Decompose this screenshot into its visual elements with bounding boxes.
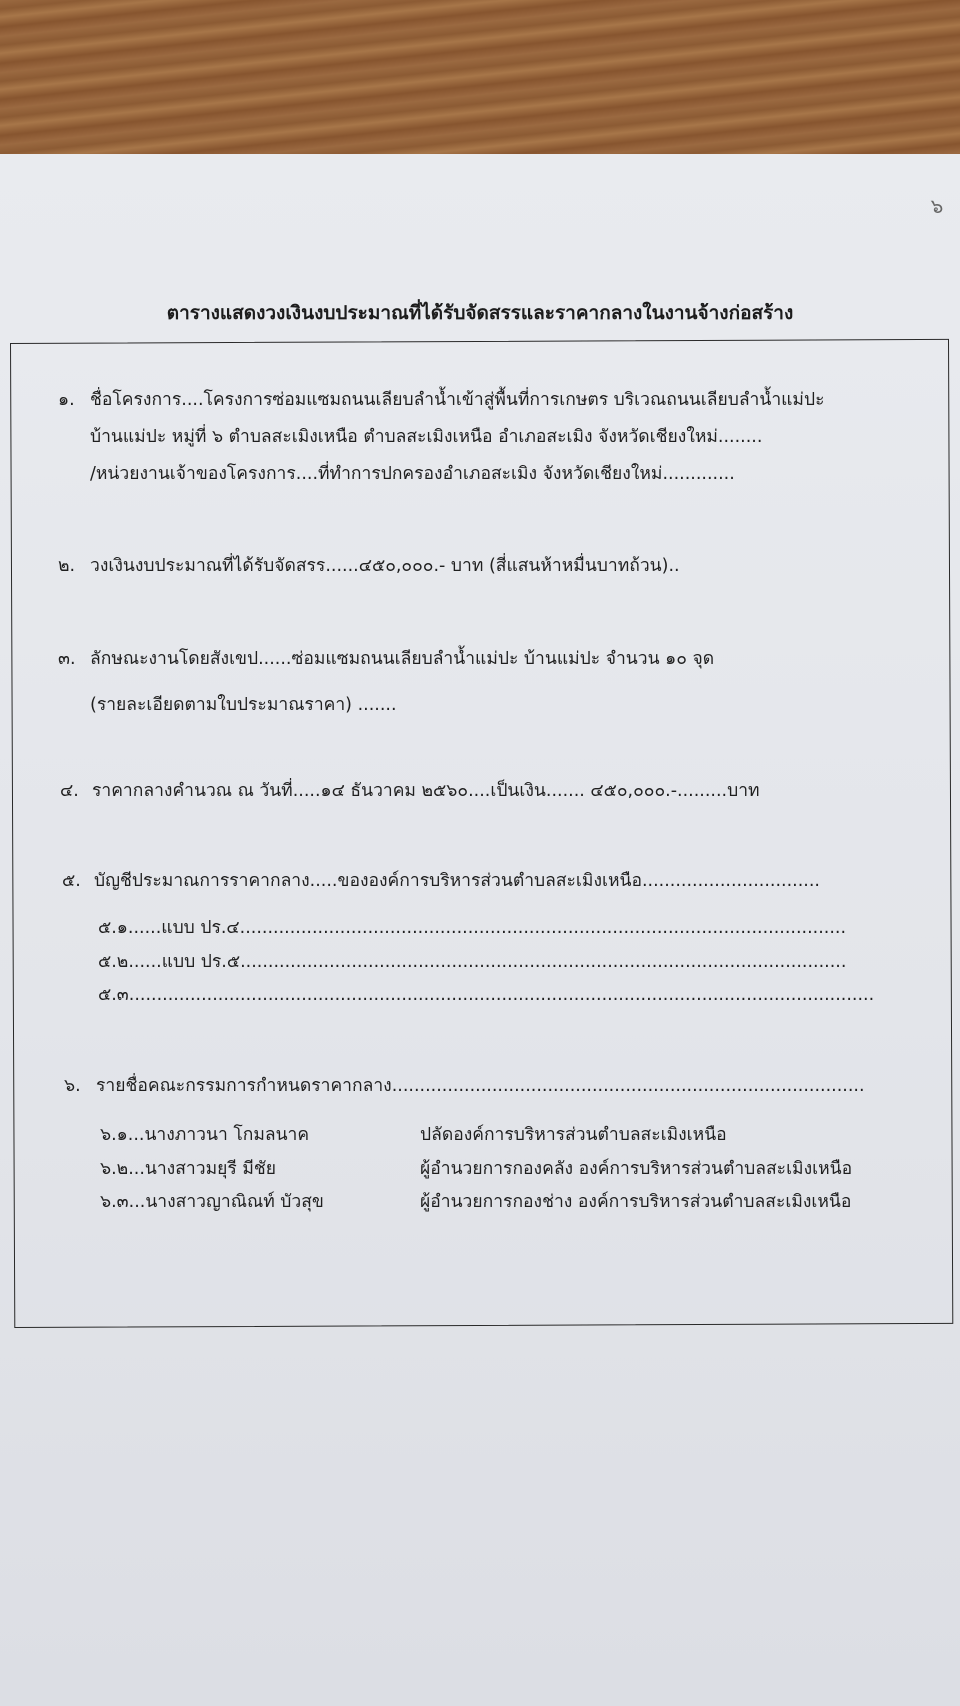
item-3-number: ๓. [58,649,76,669]
item-1-line-2: บ้านแม่ปะ หมู่ที่ ๖ ตำบลสะเมิงเหนือ ตำบลสะเมิงเหนือ อำเภอสะเมิง จังหวัดเชียงใหม่........ [90,427,763,447]
item-5-line-1 [62,870,820,892]
item-5-number: ๕. [62,871,81,891]
item-5-sub-1: ๕.๑......แบบ ปร.๔............................................................................................................. [98,918,847,938]
page-title: ตารางแสดงวงเงินงบประมาณที่ได้รับจัดสรรและราคากลางในงานจ้างก่อสร้าง [166,302,794,324]
item-5-sub-3 [98,984,874,1006]
committee-member-position: ผู้อำนวยการกองคลัง องค์การบริหารส่วนตำบลสะเมิงเหนือ [420,1159,853,1179]
item-3-line-1 [58,648,714,670]
item-5-sub-3-tail: . [868,985,875,1005]
item-4-line-1 [60,780,760,802]
item-3-description: ลักษณะงานโดยสังเขป......ซ่อมแซมถนนเลียบลำน้ำแม่ปะ บ้านแม่ปะ จำนวน ๑๐ จุด [90,649,715,669]
item-3-line-2: (รายละเอียดตามใบประมาณราคา) ....... [90,695,397,715]
committee-member-name: ๖.๒...นางสาวมยุรี มีชัย [100,1159,276,1179]
wooden-table-background [0,0,960,158]
item-5-sub-2: ๕.๒......แบบ ปร.๕............................................................................................................. [98,952,847,972]
item-2-budget: วงเงินงบประมาณที่ได้รับจัดสรร......๔๕๐,๐๐๐.- บาท (สี่แสนห้าหมื่นบาทถ้วน).. [90,556,680,576]
item-6-committee-heading: รายชื่อคณะกรรมการกำหนดราคากลาง..................................................................................... [96,1076,865,1096]
item-5-estimate: บัญชีประมาณการราคากลาง.....ขององค์การบริหารส่วนตำบลสะเมิงเหนือ................................ [94,871,820,891]
committee-member-row [100,1124,727,1146]
item-1-line-1 [58,389,824,411]
item-4-median-price: ราคากลางคำนวณ ณ วันที่.....๑๔ ธันวาคม ๒๕๖๐....เป็นเงิน....... ๔๕๐,๐๐๐.-.........บาท [92,781,760,801]
item-4-number: ๔. [60,781,79,801]
committee-member-row [100,1191,851,1213]
committee-member-name: ๖.๓...นางสาวญาณิณท์ บัวสุข [100,1192,324,1212]
committee-member-position: ผู้อำนวยการกองช่าง องค์การบริหารส่วนตำบลสะเมิงเหนือ [420,1192,852,1212]
committee-member-position: ปลัดองค์การบริหารส่วนตำบลสะเมิงเหนือ [420,1125,727,1145]
item-1-project-name: ชื่อโครงการ....โครงการซ่อมแซมถนนเลียบลำน้ำเข้าสู่พื้นที่การเกษตร บริเวณถนนเลียบลำน้ำแม่ปะ [90,390,825,410]
item-6-line-1 [64,1075,865,1097]
item-1-number: ๑. [58,390,75,410]
page-number: ๖ [930,194,944,218]
item-2-line-1 [58,555,680,577]
committee-member-row [100,1158,852,1180]
item-6-number: ๖. [64,1076,81,1096]
item-2-number: ๒. [58,556,76,576]
item-5-sub-3-text: ๕.๓..................................................................................................................................... [98,985,869,1005]
item-1-line-3: /หน่วยงานเจ้าของโครงการ....ที่ทำการปกครองอำเภอสะเมิง จังหวัดเชียงใหม่............. [90,464,735,484]
committee-member-name: ๖.๑...นางภาวนา โกมลนาค [100,1125,310,1145]
